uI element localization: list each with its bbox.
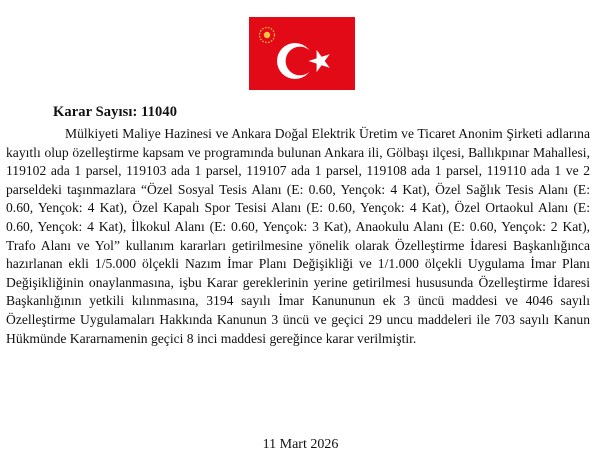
decision-number-title: Karar Sayısı: 11040 bbox=[53, 104, 178, 120]
turkish-flag-icon bbox=[249, 17, 355, 90]
decision-date: 11 Mart 2026 bbox=[262, 437, 339, 452]
decision-body-text: Mülkiyeti Maliye Hazinesi ve Ankara Doğal Elektrik Üretim ve Ticaret Anonim Şirketi adlarına kayıtlı olup özelleştirme kapsam ve programında bulunan Ankara ili, Gölbaşı ilçesi, Ballıkpınar Mahallesi, 119102 ada 1 parsel, 119103 ada 1 parsel, 119107 ada 1 parsel, 119108 ada 1 parsel, 119110 ada 1 ve 2 parseldeki taşınmazlara “Özel Sosyal Tesis Alanı (E: 0.60, Yençok: 4 Kat), Özel Sağlık Tesis Alanı (E: 0.60, Yençok: 4 Kat), Özel Kapalı Spor Tesisi Alanı (E: 0.60, Yençok: 4 Kat), Özel Ortaokul Alanı (E: 0.60, Yençok: 4 Kat), İlkokul Alanı (E: 0.60, Yençok: 3 Kat), Anaokulu Alanı (E: 0.60, Yençok: 2 Kat), Trafo Alanı ve Yol” kullanım kararları getirilmesine yönelik olarak Özelleştirme İdaresi Başkanlığınca hazırlanan ekli 1/5.000 ölçekli Nazım İmar Planı Değişikliği ve 1/1.000 ölçekli Uygulama İmar Planı Değişikliğinin onaylanmasına, işbu Karar gereklerinin yerine getirilmesi hususunda Özelleştirme İdaresi Başkanlığının yetkili kılınmasına, 3194 sayılı İmar Kanununun ek 3 üncü maddesi ve 4046 sayılı Özelleştirme Uygulamaları Hakkında Kanunun 3 üncü ve geçici 29 uncu maddeleri ile 703 sayılı Kanun Hükmünde Kararnamenin geçici 8 inci maddesi gereğince karar verilmiştir. bbox=[6, 126, 590, 346]
